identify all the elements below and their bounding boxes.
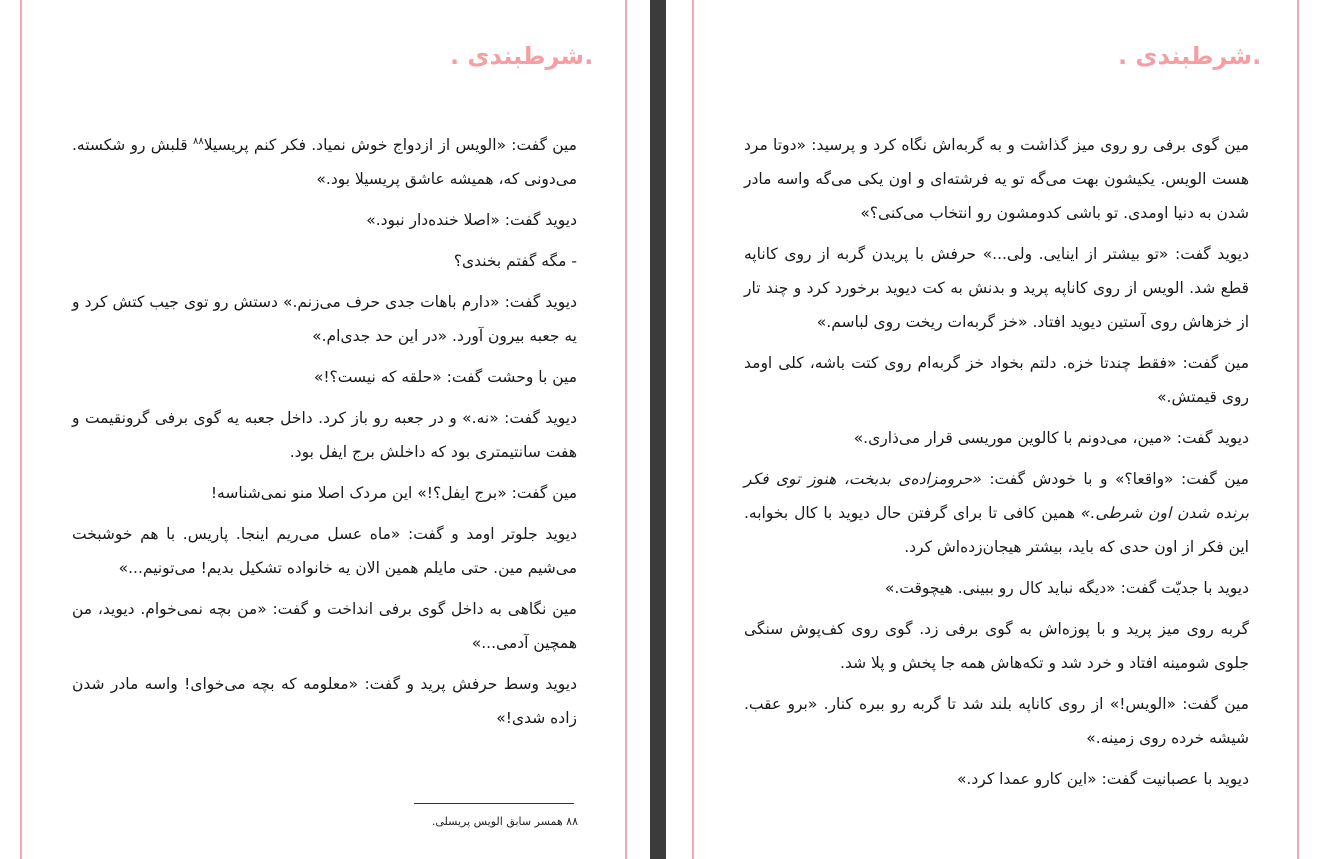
right-paragraph-4: دیوید گفت: «مین، می‌دونم با کالوین موریسی قرار می‌ذاری.» — [853, 429, 1249, 447]
right-paragraph-8: مین گفت: «الویس!» از روی کاناپه بلند شد تا گربه رو ببره کنار. «برو عقب. شیشه خرده روی زمینه.» — [744, 695, 1249, 747]
footnote-ref[interactable]: ۸۸ — [192, 135, 204, 147]
right-paragraph-3: مین گفت: «فقط چندتا خزه. دلتم بخواد خز گربه‌ام روی کتت باشه، کلی اومد روی قیمتش.» — [744, 354, 1249, 406]
right-page-margin-line-inner — [1297, 0, 1299, 859]
left-paragraph-10: دیوید وسط حرفش پرید و گفت: «معلومه که بچه می‌خوای! واسه مادر شدن زاده شدی!» — [72, 675, 577, 727]
right-page-header: .شرطبندی . — [1118, 42, 1262, 70]
left-paragraph-3: - مگه گفتم بخندی؟ — [453, 252, 577, 270]
left-paragraph-2: دیوید گفت: «اصلا خنده‌دار نبود.» — [366, 211, 577, 229]
right-page-body — [744, 128, 1249, 803]
footnote-separator — [414, 803, 574, 804]
left-paragraph-9: مین نگاهی به داخل گوی برفی انداخت و گفت: «من بچه نمی‌خوام. دیوید، من همچین آدمی...» — [72, 600, 577, 652]
italic-thought: «حرومزاده‌ی بدبخت، هنوز توی فکر برنده شدن اون شرطی.» — [744, 470, 1249, 522]
right-page-margin-line-outer — [692, 0, 694, 859]
right-paragraph-7: گربه روی میز پرید و با پوزه‌اش به گوی برفی زد. گوی روی کف‌پوش سنگی جلوی شومینه افتاد و خرد شد و تکه‌هاش همه جا پخش و پلا شد. — [744, 620, 1249, 672]
left-paragraph-7: مین گفت: «برج ایفل؟!» این مردک اصلا منو نمی‌شناسه! — [210, 484, 577, 502]
right-paragraph-9: دیوید با عصبانیت گفت: «این کارو عمدا کرد.» — [956, 770, 1249, 788]
left-page-margin-line-outer — [20, 0, 22, 859]
left-paragraph-4: دیوید گفت: «دارم باهات جدی حرف می‌زنم.» دستش رو توی جیب کتش کرد و یه جعبه بیرون آورد. «در این حد جدی‌ام.» — [72, 293, 577, 345]
left-page-body — [72, 128, 577, 742]
left-paragraph-6: دیوید گفت: «نه.» و در جعبه رو باز کرد. داخل جعبه یه گوی برفی گرونقیمت و هفت سانتیمتری بود که داخلش برج ایفل بود. — [72, 409, 577, 461]
left-paragraph-5: مین با وحشت گفت: «حلقه که نیست؟!» — [313, 368, 577, 386]
left-page-header: .شرطبندی . — [450, 42, 594, 70]
right-paragraph-5: مین گفت: «واقعا؟» و با خودش گفت: «حرومزاده‌ی بدبخت، هنوز توی فکر برنده شدن اون شرطی.» همین کافی تا برای گرفتن حال دیوید با کال بخوابه. این فکر از اون حدی که باید، بیشتر هیجان‌زده‌اش کرد. — [744, 470, 1249, 556]
left-paragraph-1: مین گفت: «الویس از ازدواج خوش نمیاد. فکر کنم پریسیلا$^{۸۸}$ قلبش رو شکسته. می‌دونی که، همیشه عاشق پریسیلا بود.» — [72, 135, 577, 188]
right-paragraph-6: دیوید با جدیّت گفت: «دیگه نباید کال رو ببینی. هیچوقت.» — [884, 579, 1249, 597]
right-paragraph-1: مین گوی برفی رو روی میز گذاشت و به گربه‌اش نگاه کرد و پرسید: «دوتا مرد هست الویس. یکیشون بهت می‌گه تو یه فرشته‌ای و اون یکی می‌گه واسه مادر شدن به دنیا اومدی. تو باشی کدومشون رو انتخاب می‌کنی؟» — [744, 136, 1249, 222]
page-gutter — [650, 0, 666, 859]
right-paragraph-2: دیوید گفت: «تو بیشتر از اینایی. ولی...» حرفش با پریدن گربه از روی کاناپه قطع شد. الویس از روی کاناپه پرید و بدنش به کت دیوید برخورد کرد و چند تار از خزهاش روی آستین دیوید افتاد. «خز گربه‌ات ریخت روی لباسم.» — [744, 245, 1249, 331]
left-paragraph-8: دیوید جلوتر اومد و گفت: «ماه عسل می‌ریم اینجا. پاریس. با هم خوشبخت می‌شیم مین. حتی مایلم همین الان یه خانواده تشکیل بدیم! می‌تونیم...» — [72, 525, 577, 577]
footnote-text: ۸۸ همسر سابق الویس پریسلی. — [431, 815, 578, 828]
left-page-margin-line-inner — [625, 0, 627, 859]
